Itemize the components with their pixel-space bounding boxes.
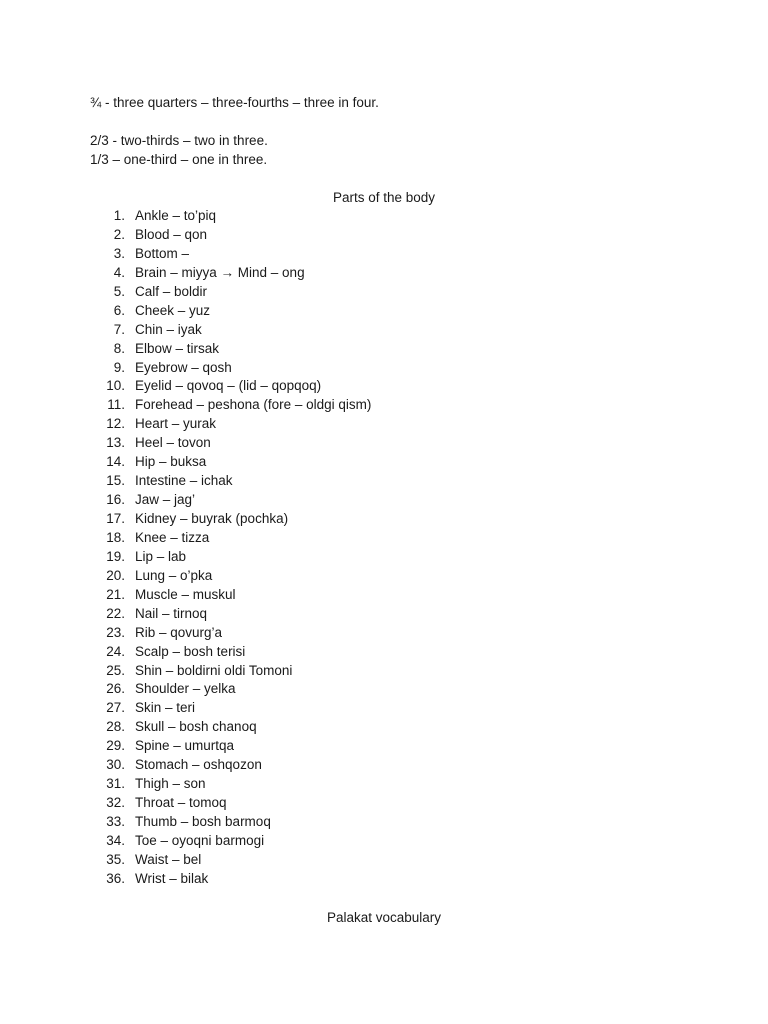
list-item bbox=[90, 718, 257, 737]
list-item bbox=[90, 491, 196, 510]
list-item-number: 10. bbox=[106, 378, 125, 394]
list-item-text: Blood – qon bbox=[135, 226, 208, 242]
list-item-text: Eyebrow – qosh bbox=[135, 359, 232, 375]
list-item-number: 26. bbox=[106, 681, 125, 697]
list-item bbox=[90, 226, 208, 245]
list-item-text: Skin – teri bbox=[135, 700, 196, 716]
list-item-text: Shoulder – yelka bbox=[135, 681, 236, 697]
list-item-number: 19. bbox=[106, 548, 125, 564]
list-item bbox=[90, 699, 196, 718]
list-item-number: 3. bbox=[113, 245, 125, 261]
list-item-text: Skull – bosh chanoq bbox=[135, 719, 257, 735]
list-item-number: 18. bbox=[106, 529, 125, 545]
list-item-number: 36. bbox=[106, 870, 125, 886]
list-item-number: 27. bbox=[106, 700, 125, 716]
list-item-text: Scalp – bosh terisi bbox=[135, 643, 246, 659]
list-item-text: Nail – tirnoq bbox=[135, 605, 208, 621]
list-item bbox=[90, 643, 246, 662]
list-item-text: Throat – tomoq bbox=[135, 795, 227, 811]
list-item bbox=[90, 586, 236, 605]
list-item bbox=[90, 396, 372, 415]
list-item bbox=[90, 453, 207, 472]
list-item bbox=[90, 567, 213, 586]
list-item bbox=[90, 662, 293, 681]
list-item bbox=[90, 548, 187, 567]
list-item bbox=[90, 813, 271, 832]
list-item bbox=[90, 737, 235, 756]
list-item bbox=[90, 510, 289, 529]
list-item-number: 13. bbox=[106, 435, 125, 451]
body-parts-list bbox=[90, 207, 372, 889]
list-item-text: Stomach – oshqozon bbox=[135, 757, 262, 773]
list-item-number: 1. bbox=[113, 208, 125, 223]
list-item bbox=[90, 794, 227, 813]
list-item-text: Forehead – peshona (fore – oldgi qism) bbox=[135, 397, 372, 413]
list-item bbox=[90, 775, 206, 794]
list-item-text: Chin – iyak bbox=[135, 321, 202, 337]
section-heading-parts-of-body: Parts of the body bbox=[332, 190, 436, 205]
list-item bbox=[90, 851, 202, 870]
list-item-number: 24. bbox=[106, 643, 125, 659]
list-item-text: Waist – bel bbox=[135, 851, 202, 867]
list-item-text: Brain – miyya → Mind – ong bbox=[135, 264, 305, 280]
fraction-line-three-quarters: ¾ - three quarters – three-fourths – three in four. bbox=[90, 95, 379, 110]
list-item-text: Hip – buksa bbox=[135, 454, 207, 470]
list-item-number: 30. bbox=[106, 757, 125, 773]
list-item-text: Lip – lab bbox=[135, 548, 187, 564]
list-item-text: Toe – oyoqni barmogi bbox=[135, 832, 265, 848]
list-item-text: Jaw – jag’ bbox=[135, 492, 196, 508]
list-item-number: 4. bbox=[113, 264, 125, 280]
list-item-number: 9. bbox=[113, 359, 125, 375]
list-item-text: Muscle – muskul bbox=[135, 586, 236, 602]
list-item-text: Lung – o’pka bbox=[135, 567, 213, 583]
list-item bbox=[90, 756, 262, 775]
list-item bbox=[90, 302, 211, 321]
list-item-number: 32. bbox=[106, 795, 125, 811]
list-item bbox=[90, 624, 223, 643]
list-item-number: 12. bbox=[106, 416, 125, 432]
list-item-number: 14. bbox=[106, 454, 125, 470]
list-item bbox=[90, 340, 220, 359]
list-item-number: 31. bbox=[106, 776, 125, 792]
list-item-number: 16. bbox=[106, 492, 125, 508]
list-item bbox=[90, 870, 209, 889]
list-item-text: Ankle – to’piq bbox=[135, 208, 217, 223]
fraction-line-two-thirds: 2/3 - two-thirds – two in three. bbox=[90, 133, 268, 148]
list-item bbox=[90, 529, 210, 548]
list-item-text: Shin – boldirni oldi Tomoni bbox=[135, 662, 293, 678]
list-item-number: 29. bbox=[106, 738, 125, 754]
list-item bbox=[90, 832, 265, 851]
list-item-text: Heart – yurak bbox=[135, 416, 217, 432]
list-item-number: 28. bbox=[106, 719, 125, 735]
list-item-number: 6. bbox=[113, 302, 125, 318]
list-item-text: Calf – boldir bbox=[135, 283, 208, 299]
list-item-text: Eyelid – qovoq – (lid – qopqoq) bbox=[135, 378, 322, 394]
list-item bbox=[90, 680, 236, 699]
list-item bbox=[90, 377, 322, 396]
list-item bbox=[90, 245, 190, 264]
list-item-text: Kidney – buyrak (pochka) bbox=[135, 511, 289, 526]
list-item bbox=[90, 359, 232, 378]
list-item-number: 17. bbox=[106, 511, 125, 526]
list-item-text: Cheek – yuz bbox=[135, 302, 211, 318]
list-item bbox=[90, 472, 233, 491]
section-heading-palakat-vocabulary: Palakat vocabulary bbox=[326, 910, 442, 925]
list-item-number: 7. bbox=[113, 321, 125, 337]
list-item bbox=[90, 207, 217, 226]
fraction-line-one-third: 1/3 – one-third – one in three. bbox=[90, 152, 268, 167]
list-item-text: Spine – umurtqa bbox=[135, 738, 235, 754]
list-item-number: 20. bbox=[106, 567, 125, 583]
list-item-number: 15. bbox=[106, 473, 125, 489]
list-item bbox=[90, 283, 208, 302]
list-item-number: 23. bbox=[106, 624, 125, 640]
list-item-number: 34. bbox=[106, 832, 125, 848]
list-item-text: Thumb – bosh barmoq bbox=[135, 814, 271, 829]
list-item bbox=[90, 321, 202, 340]
list-item-text: Heel – tovon bbox=[135, 435, 211, 451]
list-item bbox=[90, 434, 211, 453]
list-item-text: Bottom – bbox=[135, 245, 190, 261]
list-item-number: 25. bbox=[106, 662, 125, 678]
list-item-number: 33. bbox=[106, 814, 125, 829]
list-item-number: 35. bbox=[106, 851, 125, 867]
list-item-number: 22. bbox=[106, 605, 125, 621]
list-item-number: 5. bbox=[113, 283, 125, 299]
list-item-text: Thigh – son bbox=[135, 776, 206, 792]
list-item-number: 21. bbox=[106, 586, 125, 602]
list-item-text: Elbow – tirsak bbox=[135, 340, 220, 356]
list-item-number: 8. bbox=[113, 340, 125, 356]
list-item-text: Knee – tizza bbox=[135, 529, 210, 545]
list-item-number: 11. bbox=[107, 397, 125, 413]
list-item bbox=[90, 264, 305, 283]
list-item-text: Intestine – ichak bbox=[135, 473, 233, 489]
list-item-text: Wrist – bilak bbox=[135, 870, 209, 886]
list-item bbox=[90, 605, 208, 624]
list-item-number: 2. bbox=[113, 226, 125, 242]
list-item bbox=[90, 415, 217, 434]
list-item-text: Rib – qovurg’a bbox=[135, 624, 223, 640]
